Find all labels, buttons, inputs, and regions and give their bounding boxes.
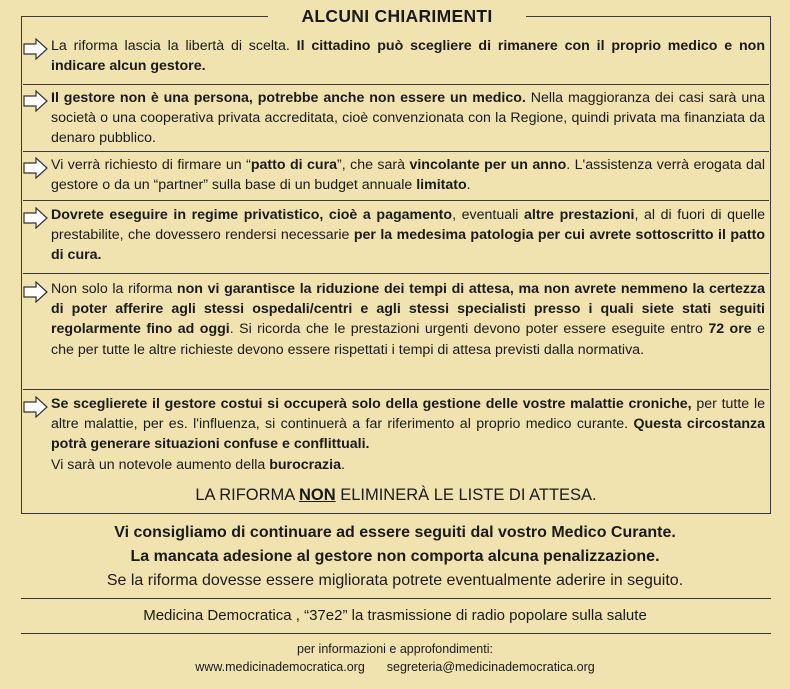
divider xyxy=(23,273,769,274)
item-text-bold: altre prestazioni xyxy=(524,207,635,223)
item-text-bold: limitato xyxy=(416,177,467,194)
arrow-right-icon xyxy=(23,90,49,112)
website-link[interactable]: www.medicinademocratica.org xyxy=(195,660,365,674)
item-text-segment: Vi sarà un notevole aumento della xyxy=(51,456,270,473)
item-text-bold: burocrazia xyxy=(269,456,341,473)
item-text xyxy=(51,36,769,76)
item-text-bold: 72 ore xyxy=(708,321,752,338)
arrow-right-icon xyxy=(23,396,49,418)
item-text-bold: patto di cura xyxy=(250,157,337,173)
statement-post: ELIMINERÀ LE LISTE DI ATTESA. xyxy=(335,486,597,504)
divider xyxy=(23,200,769,201)
footer-contacts xyxy=(0,659,790,676)
item-text xyxy=(51,279,769,360)
item-text-bold: Il gestore non è una persona, potrebbe anche non essere un medico. xyxy=(51,90,526,106)
item-text xyxy=(51,394,769,475)
item-text-bold: Dovrete eseguire in regime privatistico, cioè a pagamento xyxy=(51,207,453,223)
clarification-item xyxy=(23,36,769,76)
statement-pre: LA RIFORMA xyxy=(195,486,299,504)
item-text-segment: e che per tutte le altre richieste devono essere rispettati i tempi di attesa previsti dalla normativa. xyxy=(51,321,765,358)
clarification-item xyxy=(23,279,769,360)
divider xyxy=(23,151,769,152)
divider xyxy=(21,633,771,634)
footer-org: Medicina Democratica , “37e2” la trasmissione di radio popolare sulla salute xyxy=(143,607,647,624)
item-text-segment: Non solo la riforma xyxy=(51,281,177,297)
advice-line-1: Vi consigliamo di continuare ad essere seguiti dal vostro Medico Curante. xyxy=(114,524,676,541)
statement-emphasis: NON xyxy=(298,486,336,504)
item-text-bold: non vi garantisce la riduzione dei tempi di attesa, ma non avrete nemmeno la certezza di poter afferire agli stessi ospedali/centri e agli stessi specialisti presso i quali siete stati seguiti regolarmente fino ad oggi xyxy=(51,281,766,338)
item-text-bold: Il cittadino può scegliere di rimanere con il proprio medico e non indicare alcun gestore. xyxy=(51,38,765,75)
footer-info: per informazioni e approfondimenti: xyxy=(297,642,493,656)
item-text-segment: . xyxy=(466,177,471,194)
arrow-right-icon xyxy=(23,38,49,60)
waiting-lists-statement xyxy=(21,485,771,505)
divider xyxy=(21,598,771,599)
clarification-item xyxy=(23,394,769,475)
item-text-segment: Nella maggioranza dei casi sarà una società o una cooperativa privata accreditata, cioè convenzionata con la Regione, quindi privata ma finanziata da denaro pubblico. xyxy=(51,90,765,147)
item-text-segment: La riforma lascia la libertà di scelta. xyxy=(51,38,297,54)
item-text-segment: , al di fuori di quelle prestabilite, che dovessero rendersi necessarie xyxy=(51,207,765,244)
clarification-item xyxy=(23,88,769,149)
divider xyxy=(23,389,769,390)
arrow-right-icon xyxy=(23,157,49,179)
item-text-segment: , eventuali xyxy=(452,207,525,223)
arrow-right-icon xyxy=(23,281,49,303)
clarification-item xyxy=(23,205,769,266)
item-text-segment: . xyxy=(340,456,345,473)
item-text-segment: . L'assistenza verrà erogata dal gestore o da un “partner” sulla base di un budget annuale xyxy=(51,157,765,194)
email-link[interactable]: segreteria@medicinademocratica.org xyxy=(386,660,595,674)
advice-line-3: Se la riforma dovesse essere migliorata potrete eventualmente aderire in seguito. xyxy=(106,572,684,589)
item-text xyxy=(51,205,769,266)
item-text-segment: ”, che sarà xyxy=(337,157,410,173)
arrow-right-icon xyxy=(23,207,49,229)
item-text-segment: . Si ricorda che le prestazioni urgenti devono poter essere eseguite entro xyxy=(229,321,709,338)
clarification-item xyxy=(23,155,769,195)
item-text xyxy=(51,88,769,149)
item-text-bold: Se sceglierete il gestore costui si occuperà solo della gestione delle vostre malattie croniche, xyxy=(51,396,692,412)
item-text-segment: Vi verrà richiesto di firmare un “ xyxy=(51,157,251,173)
advice-line-2: La mancata adesione al gestore non comporta alcuna penalizzazione. xyxy=(130,548,660,565)
item-text-bold: per la medesima patologia per cui avrete sottoscritto il patto di cura. xyxy=(51,227,765,264)
item-text-segment: per tutte le altre malattie, per es. l'influenza, si continuerà a far riferimento al proprio medico curante. xyxy=(51,396,765,433)
item-text-bold: Questa circostanza potrà generare situazioni confuse e conflittuali. xyxy=(51,416,765,453)
divider xyxy=(23,84,769,85)
box-title: ALCUNI CHIARIMENTI xyxy=(268,5,526,27)
item-text-bold: vincolante per un anno xyxy=(409,157,567,173)
item-text xyxy=(51,155,769,195)
